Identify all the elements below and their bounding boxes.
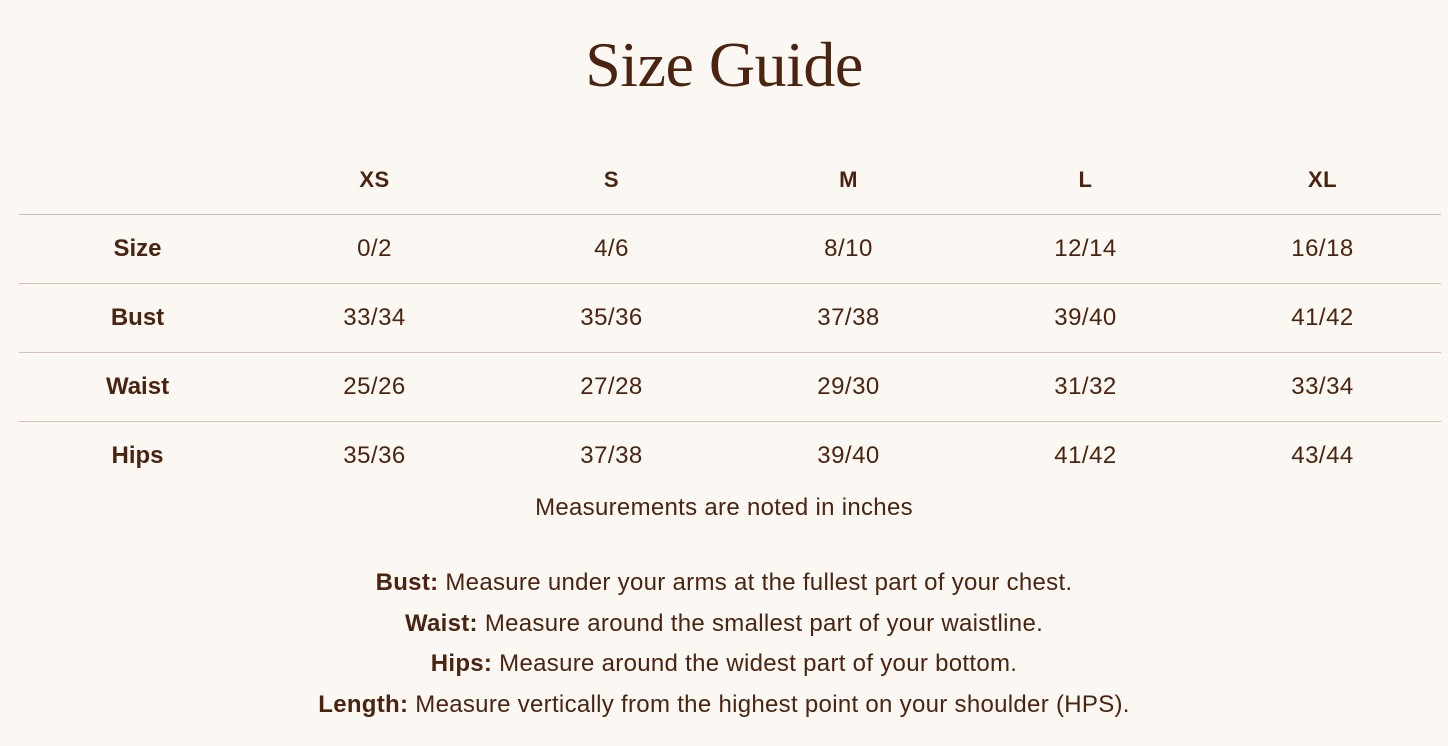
table-cell: 16/18 (1204, 215, 1441, 284)
instruction-term: Hips: (430, 650, 493, 678)
row-label-hips: Hips (111, 442, 164, 469)
table-cell: 29/30 (730, 353, 967, 422)
instruction-hips (0, 644, 1448, 685)
table-cell: 27/28 (493, 353, 730, 422)
column-header-s: S (493, 146, 730, 215)
size-table (19, 146, 1441, 490)
row-label-size: Size (19, 215, 256, 284)
instruction-term: Bust: (375, 569, 439, 596)
table-cell: 33/34 (1204, 353, 1441, 422)
table-cell: 33/34 (256, 284, 493, 353)
table-cell: 0/2 (256, 215, 493, 284)
table-cell: 43/44 (1291, 442, 1354, 469)
table-cell: 35/36 (343, 442, 406, 469)
table-cell: 35/36 (493, 284, 730, 353)
instruction-waist (0, 604, 1448, 645)
column-header-empty (19, 146, 256, 215)
table-cell: 12/14 (967, 215, 1204, 284)
table-cell: 41/42 (1054, 442, 1117, 469)
measuring-instructions (0, 563, 1448, 726)
instruction-text: Measure around the smallest part of your waistline. (477, 609, 1044, 637)
instruction-text: Measure vertically from the highest point on your shoulder (HPS). (408, 691, 1130, 719)
column-header-l: L (967, 146, 1204, 215)
instruction-bust (0, 563, 1448, 604)
instruction-term: Length: (318, 691, 409, 719)
table-cell: 8/10 (730, 215, 967, 284)
column-header-m: M (730, 146, 967, 215)
table-cell: 41/42 (1204, 284, 1441, 353)
table-row (19, 422, 1441, 491)
row-label-bust: Bust (19, 284, 256, 353)
table-row (19, 353, 1441, 422)
table-cell: 37/38 (730, 284, 967, 353)
table-cell: 4/6 (493, 215, 730, 284)
table-cell: 25/26 (256, 353, 493, 422)
table-cell: 37/38 (580, 442, 643, 469)
column-header-xl: XL (1204, 146, 1441, 215)
instruction-text: Measure under your arms at the fullest part of your chest. (438, 569, 1073, 596)
table-row (19, 215, 1441, 284)
table-cell: 31/32 (967, 353, 1204, 422)
table-header-row (19, 146, 1441, 215)
page-title: Size Guide (585, 29, 863, 100)
measurement-unit-note: Measurements are noted in inches (535, 494, 913, 521)
table-row (19, 284, 1441, 353)
row-label-waist: Waist (19, 353, 256, 422)
instruction-text: Measure around the widest part of your bottom. (492, 650, 1018, 678)
table-cell: 39/40 (817, 442, 880, 469)
column-header-xs: XS (256, 146, 493, 215)
instruction-length (0, 685, 1448, 726)
instruction-term: Waist: (404, 609, 478, 637)
table-cell: 39/40 (967, 284, 1204, 353)
